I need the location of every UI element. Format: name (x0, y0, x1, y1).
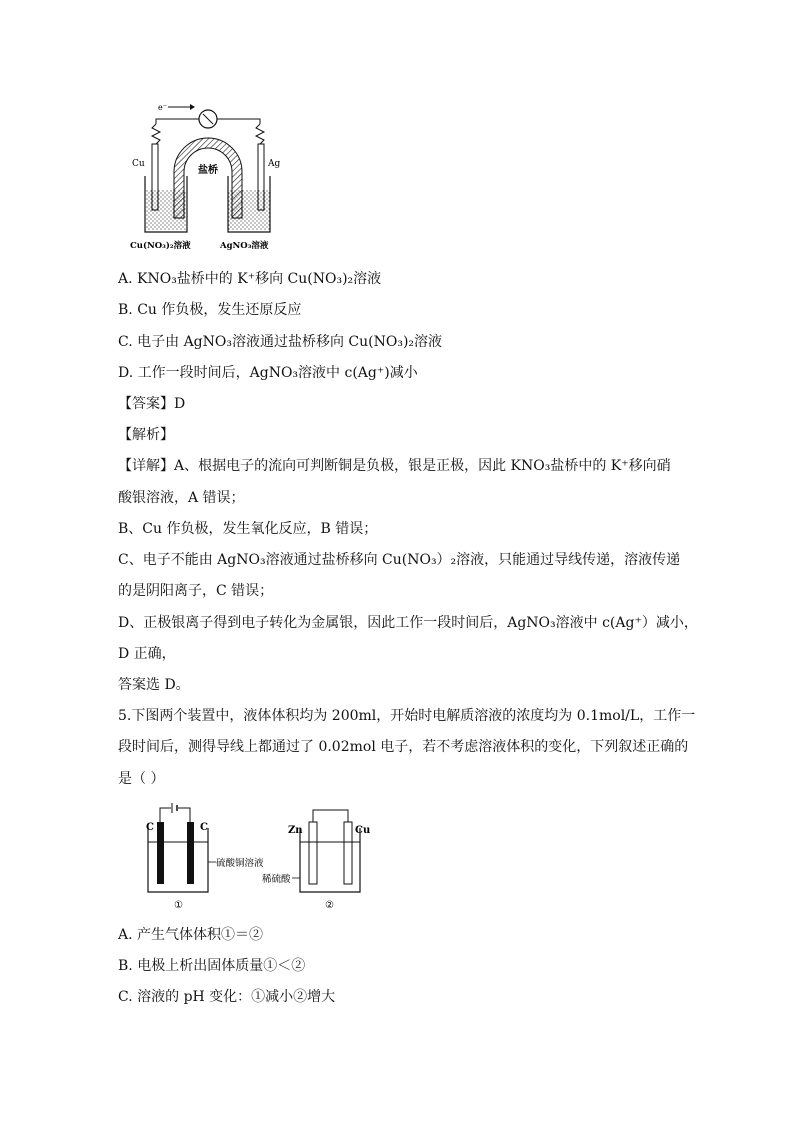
q4-analysis-heading: 【解析】 (118, 427, 174, 443)
q4-conclusion: 答案选 D。 (118, 677, 190, 693)
cell1-solution-label: 硫酸铜溶液 (216, 858, 264, 869)
zn-electrode (309, 822, 317, 884)
q4-detail-line: 酸银溶液，A 错误； (118, 490, 245, 506)
ag-label: Ag (268, 159, 281, 169)
galvanic-cell-diagram (128, 100, 288, 260)
q4-detail-line: 【详解】A、根据电子的流向可判断铜是负极，银是正极，因此 KNO₃盐桥中的 K⁺移向硝 (118, 458, 671, 474)
left-wire (156, 119, 199, 124)
q5-option-a: A. 产生气体体积①＝② (118, 927, 264, 943)
cell2-wire (313, 810, 348, 822)
cell2-left-label: Zn (288, 825, 303, 836)
q5-option-c: C. 溶液的 pH 变化：①减小②增大 (118, 989, 336, 1005)
q5-stem: 5.下图两个装置中，液体体积均为 200ml，开始时电解质溶液的浓度均为 0.1mol/L，工作一 (118, 708, 696, 724)
cu-label: Cu (132, 159, 145, 169)
q4-detail-line: D 正确， (118, 646, 176, 662)
cell1-left-electrode (157, 822, 164, 884)
q5-stem: 是（ ） (118, 771, 165, 787)
left-solution-label: Cu(NO₃)₂溶液 (130, 241, 191, 251)
cell1-right-electrode (187, 822, 194, 884)
q4-option-b: B. Cu 作负极，发生还原反应 (118, 302, 302, 318)
left-resistor (152, 124, 160, 144)
q4-option-d: D. 工作一段时间后，AgNO₃溶液中 c(Ag⁺)减小 (118, 365, 418, 381)
q4-detail-line: D、正极银离子得到电子转化为金属银，因此工作一段时间后，AgNO₃溶液中 c(Ag⁺）减小， (118, 615, 698, 631)
right-resistor (256, 124, 264, 144)
q4-detail-line: C、电子不能由 AgNO₃溶液通过盐桥移向 Cu(NO₃）₂溶液，只能通过导线传递，溶液传递 (118, 552, 681, 568)
two-cells-diagram (138, 800, 378, 920)
right-solution-label: AgNO₃溶液 (220, 241, 269, 251)
q5-stem: 段时间后，测得导线上都通过了 0.02mol 电子，若不考虑溶液体积的变化，下列叙述正确的 (118, 739, 689, 755)
cu-electrode (344, 822, 352, 884)
q4-answer: 【答案】D (118, 396, 186, 412)
cell1-right-label: C (200, 822, 208, 833)
right-wire (217, 119, 260, 124)
electron-arrow-head (190, 104, 195, 110)
q4-option-a: A. KNO₃盐桥中的 K⁺移向 Cu(NO₃)₂溶液 (118, 271, 382, 287)
cell1-wire-right (178, 808, 190, 822)
cell2-solution-label: 稀硫酸 (262, 874, 291, 885)
electron-label: e⁻ (158, 103, 167, 112)
cell1-left-label: C (146, 822, 154, 833)
q4-option-c: C. 电子由 AgNO₃溶液通过盐桥移向 Cu(NO₃)₂溶液 (118, 334, 443, 350)
cell2-right-label: Cu (355, 825, 371, 836)
q4-detail-line: B、Cu 作负极，发生氧化反应，B 错误； (118, 521, 378, 537)
q4-detail-line: 的是阴阳离子，C 错误； (118, 583, 274, 599)
salt-bridge-label: 盐桥 (198, 165, 218, 176)
cell1-number: ① (174, 900, 183, 911)
cell1-wire (160, 808, 171, 822)
cell2-number: ② (325, 900, 334, 911)
q5-option-b: B. 电极上析出固体质量①＜② (118, 958, 306, 974)
salt-bridge (174, 138, 242, 218)
